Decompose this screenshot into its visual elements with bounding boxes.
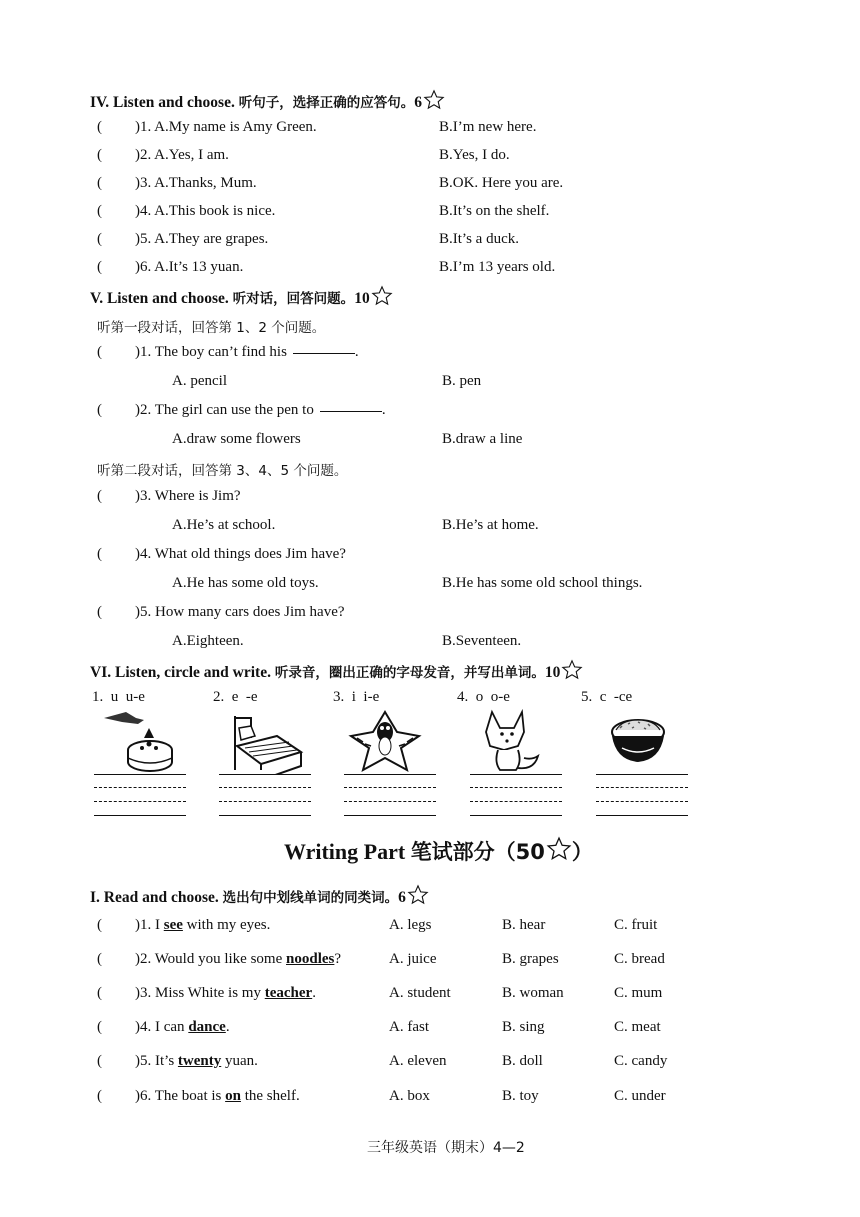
answer-paren[interactable]: ( [97, 344, 102, 360]
handwriting-line [596, 801, 688, 802]
option-b: B. woman [502, 985, 564, 1001]
section-title: I. Read and choose. [90, 889, 219, 906]
option-a: A. box [389, 1088, 430, 1104]
page-footer: 三年级英语（期末）4—2 [367, 1140, 525, 1156]
phonics-label: 3. i i-e [333, 689, 380, 705]
underlined-word: see [163, 917, 183, 933]
handwriting-line [470, 774, 562, 775]
question-text [135, 985, 316, 1002]
q-pre: )3. Miss White is my [135, 985, 265, 1001]
kite-icon [345, 708, 425, 774]
option-b: B.I’m 13 years old. [439, 259, 556, 275]
section-5-heading [90, 285, 393, 308]
question-option-a: )6. A.It’s 13 yuan. [135, 259, 244, 275]
handwriting-line [596, 774, 688, 775]
option-a: A. eleven [389, 1053, 447, 1069]
rice-icon [598, 708, 678, 774]
section-instruction: 听句子，选择正确的应答句。 [238, 95, 415, 111]
question-option-a: )5. A.They are grapes. [135, 231, 269, 247]
q-pre: )4. I can [135, 1019, 189, 1035]
cake-icon [100, 708, 180, 774]
option-a: A.Eighteen. [172, 633, 244, 649]
section-instruction: 选出句中划线单词的同类词。 [222, 890, 399, 906]
question-text [135, 1053, 258, 1070]
option-a: A. pencil [172, 373, 227, 389]
dialogue-note: 听第二段对话，回答第 3、4、5 个问题。 [97, 463, 348, 479]
section-title: IV. Listen and choose. [90, 94, 235, 111]
section-points: 6 [414, 94, 422, 111]
underlined-word: on [225, 1088, 241, 1104]
question-text: )1. The boy can’t find his [135, 344, 287, 360]
section-instruction: 听对话，回答问题。 [232, 291, 355, 307]
option-a: A.draw some flowers [172, 431, 301, 447]
section-6-heading [90, 659, 583, 682]
section-points: 6 [398, 889, 406, 906]
star-icon [546, 836, 572, 862]
option-c: C. candy [614, 1053, 668, 1069]
option-c: C. meat [614, 1019, 661, 1035]
answer-paren[interactable]: ( [97, 1053, 102, 1069]
q-post: . [312, 985, 316, 1001]
writing-title-cn: 笔试部分（50 [410, 840, 545, 864]
option-a: A. legs [389, 917, 432, 933]
handwriting-line [219, 774, 311, 775]
underlined-word: teacher [264, 985, 313, 1001]
option-b: B.Seventeen. [442, 633, 522, 649]
section-instruction: 听录音，圈出正确的字母发音，并写出单词。 [274, 665, 545, 681]
writing-title-close: ） [571, 840, 593, 864]
answer-paren[interactable]: ( [97, 917, 102, 933]
phonics-label: 5. c -ce [581, 689, 633, 705]
question-1: )1. The boy can’t find his . [135, 344, 359, 360]
option-c: C. mum [614, 985, 663, 1001]
option-c: C. under [614, 1088, 666, 1104]
handwriting-line [94, 774, 186, 775]
option-b: B.draw a line [442, 431, 523, 447]
handwriting-line [219, 815, 311, 816]
answer-blank[interactable] [320, 410, 382, 412]
bed-icon [225, 708, 305, 774]
phonics-label: 4. o o-e [457, 689, 510, 705]
question-text: )3. Where is Jim? [135, 488, 241, 504]
phonics-label: 2. e -e [213, 689, 258, 705]
option-b: B. doll [502, 1053, 543, 1069]
handwriting-line [94, 787, 186, 788]
handwriting-line [596, 787, 688, 788]
option-c: C. fruit [614, 917, 658, 933]
question-text: )2. The girl can use the pen to [135, 402, 314, 418]
q-post: . [225, 1019, 230, 1035]
option-b: B.He’s at home. [442, 517, 539, 533]
q-post: ? [334, 951, 342, 967]
answer-blank[interactable] [293, 352, 355, 354]
writing-title-en: Writing Part [284, 839, 406, 864]
answer-paren[interactable]: ( [97, 402, 102, 418]
handwriting-line [344, 774, 436, 775]
q-pre: )6. The boat is [135, 1088, 226, 1104]
question-text: )4. What old things does Jim have? [135, 546, 346, 562]
option-b: B. pen [442, 373, 482, 389]
q-post: the shelf. [240, 1088, 300, 1104]
answer-paren[interactable]: ( [97, 203, 102, 219]
option-b: B.He has some old school things. [442, 575, 643, 591]
section-points: 10 [354, 290, 370, 307]
answer-paren[interactable]: ( [97, 1088, 102, 1104]
answer-paren[interactable]: ( [97, 259, 102, 275]
question-option-a: )3. A.Thanks, Mum. [135, 175, 257, 191]
underlined-word: dance [188, 1019, 226, 1035]
option-a: A. fast [389, 1019, 429, 1035]
answer-paren[interactable]: ( [97, 546, 102, 562]
phonics-label: 1. u u-e [92, 689, 145, 705]
handwriting-line [470, 787, 562, 788]
option-c: C. bread [614, 951, 665, 967]
fox-icon [470, 708, 550, 774]
option-b: B.I’m new here. [439, 119, 537, 135]
q-post: yuan. [221, 1053, 258, 1069]
handwriting-line [344, 815, 436, 816]
answer-paren[interactable]: ( [97, 119, 102, 135]
q-pre: )2. Would you like some [135, 951, 287, 967]
answer-paren[interactable]: ( [97, 985, 102, 1001]
q-pre: )5. It’s [135, 1053, 178, 1069]
answer-paren[interactable]: ( [97, 147, 102, 163]
answer-paren[interactable]: ( [97, 1019, 102, 1035]
section-title: VI. Listen, circle and write. [90, 664, 271, 681]
option-b: B.Yes, I do. [439, 147, 510, 163]
option-a: A.He’s at school. [172, 517, 276, 533]
option-b: B. hear [502, 917, 546, 933]
handwriting-line [344, 787, 436, 788]
question-text [135, 1088, 300, 1105]
option-b: B. toy [502, 1088, 539, 1104]
underlined-word: twenty [177, 1053, 222, 1069]
star-icon [561, 659, 583, 681]
question-2: )2. The girl can use the pen to . [135, 402, 386, 418]
option-a: A. student [389, 985, 451, 1001]
q-post: with my eyes. [182, 917, 271, 933]
star-icon [371, 285, 393, 307]
option-b: B. sing [502, 1019, 545, 1035]
answer-paren[interactable]: ( [97, 951, 102, 967]
question-text [135, 917, 270, 934]
handwriting-line [470, 801, 562, 802]
option-b: B. grapes [502, 951, 559, 967]
question-text [135, 1019, 230, 1036]
question-text [135, 951, 341, 968]
writing-part-title [284, 836, 593, 866]
option-a: A.He has some old toys. [172, 575, 319, 591]
underlined-word: noodles [286, 951, 335, 967]
star-icon [423, 89, 445, 111]
answer-paren[interactable]: ( [97, 231, 102, 247]
handwriting-line [94, 815, 186, 816]
section-4-heading [90, 89, 445, 112]
option-a: A. juice [389, 951, 437, 967]
question-option-a: )4. A.This book is nice. [135, 203, 276, 219]
section-points: 10 [544, 664, 561, 681]
option-b: B.It’s a duck. [439, 231, 519, 247]
handwriting-line [470, 815, 562, 816]
q-pre: )1. I [135, 917, 164, 933]
question-option-a: )1. A.My name is Amy Green. [135, 119, 317, 135]
option-b: B.It’s on the shelf. [439, 203, 550, 219]
dialogue-note: 听第一段对话，回答第 1、2 个问题。 [97, 320, 326, 336]
handwriting-line [344, 801, 436, 802]
writing-1-heading [90, 884, 429, 907]
handwriting-line [219, 787, 311, 788]
handwriting-line [596, 815, 688, 816]
answer-paren[interactable]: ( [97, 175, 102, 191]
answer-paren[interactable]: ( [97, 488, 102, 504]
option-b: B.OK. Here you are. [439, 175, 564, 191]
question-text: )5. How many cars does Jim have? [135, 604, 345, 620]
question-option-a: )2. A.Yes, I am. [135, 147, 229, 163]
handwriting-line [219, 801, 311, 802]
answer-paren[interactable]: ( [97, 604, 102, 620]
star-icon [407, 884, 429, 906]
section-title: V. Listen and choose. [90, 290, 229, 307]
handwriting-line [94, 801, 186, 802]
